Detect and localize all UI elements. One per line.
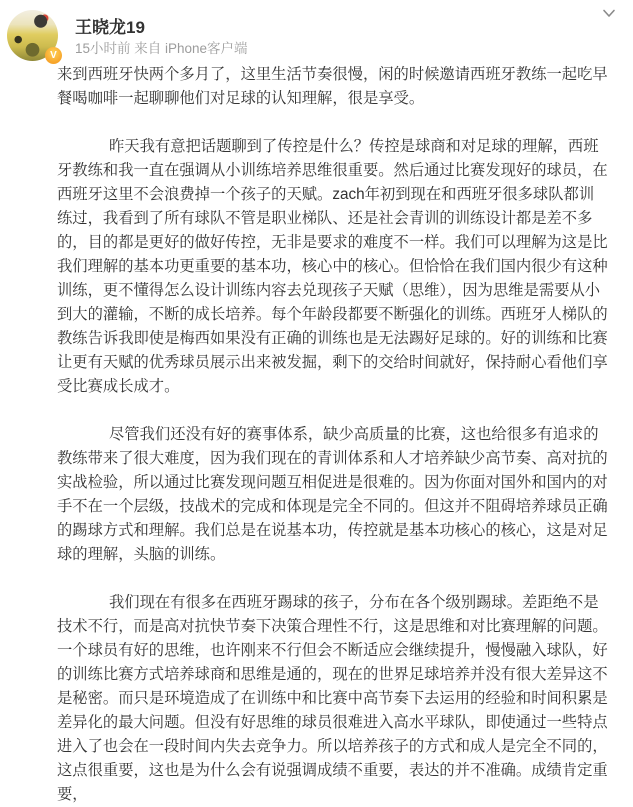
post-paragraph-4: 我们现在有很多在西班牙踢球的孩子，分布在各个级别踢球。差距绝不是技术不行，而是高对抗快节奏下决策合理性不行，这是思维和对比赛理解的问题。一个球员有好的思维，也许刚来不行但会不断适应会继续提升，慢慢融入球队，好的训练比赛方式培养球商和思维是通的，现在的世界足球培养并没有很大差异这不是秘密。而只是环境造成了在训练中和比赛中高节奏下去运用的经验和时间积累是差异化的最大问题。但没有好思维的球员很难进入高水平球队，即使通过一些特点进入了也会在一段时间内失去竞争力。所以培养孩子的方式和成人是完全不同的，这点很重要，这也是为什么会有说强调成绩不重要，表达的并不准确。成绩肯定重要， <box>57 594 608 803</box>
post-header <box>0 0 633 62</box>
timestamp-source: 15小时前 来自 iPhone客户端 <box>75 41 248 56</box>
post-paragraph-2: 昨天我有意把话题聊到了传控是什么？传控是球商和对足球的理解，西班牙教练和我一直在强调从小训练培养思维很重要。然后通过比赛发现好的球员，在西班牙这里不会浪费掉一个孩子的天赋。zach年初到现在和西班牙很多球队都训练过，我看到了所有球队不管是职业梯队、还是社会青训的训练设计都是差不多的，目的都是更好的做好传控，无非是要求的难度不一样。我们可以理解为这是比我们理解的基本功更重要的基本功，核心中的核心。但恰恰在我们国内很少有这种训练，更不懂得怎么设计训练内容去兑现孩子天赋（思维），因为思维是需要从小到大的灌输，不断的成长培养。每个年龄段都要不断强化的训练。西班牙人梯队的教练告诉我即使是梅西如果没有正确的训练也是无法踢好足球的。好的训练和比赛让更有天赋的优秀球员展示出来被发掘，剩下的交给时间就好，保持耐心看他们享受比赛成长成才。 <box>57 138 608 395</box>
post-paragraph-1: 来到西班牙快两个多月了，这里生活节奏很慢，闲的时候邀请西班牙教练一起吃早餐喝咖啡一起聊聊他们对足球的认知理解，很是享受。 <box>57 66 608 107</box>
post-content <box>0 62 633 807</box>
chevron-down-icon[interactable] <box>600 5 618 23</box>
verified-v-badge-icon: V <box>45 47 62 64</box>
avatar[interactable] <box>7 10 58 61</box>
post-paragraph-3: 尽管我们还没有好的赛事体系，缺少高质量的比赛，这也给很多有追求的教练带来了很大难度，因为我们现在的青训体系和人才培养缺少高节奏、高对抗的实战检验，所以通过比赛发现问题互相促进是很难的。因为你面对国外和国内的对手不在一个层级，技战术的完成和体现是完全不同的。但这并不阻碍培养球员正确的踢球方式和理解。我们总是在说基本功，传控就是基本功核心的核心，这是对足球的理解，头脑的训练。 <box>57 426 608 563</box>
username[interactable]: 王晓龙19 <box>75 18 145 37</box>
